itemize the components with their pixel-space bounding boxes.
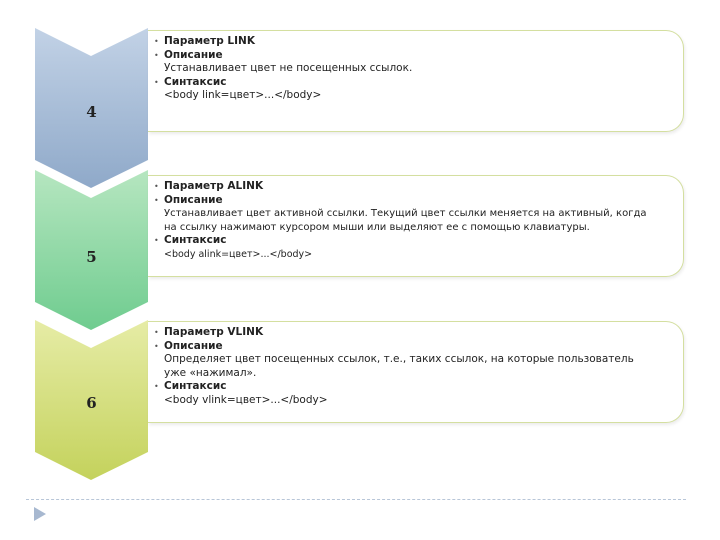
desc-label: Описание	[164, 339, 223, 352]
syntax-label: Синтаксис	[164, 380, 227, 392]
step-card-5	[148, 175, 684, 277]
syntax-label: Синтаксис	[164, 75, 227, 88]
step-chevron-5	[35, 170, 148, 330]
syntax-code: <body vlink=цвет>...</body>	[164, 393, 328, 406]
desc-text: на ссылку нажимают курсором мыши или выделяют ее с помощью клавиатуры.	[164, 221, 590, 233]
step-card-4	[148, 30, 684, 132]
bullet: •	[154, 50, 159, 60]
bullet: •	[154, 195, 159, 205]
desc-text: уже «нажимал».	[164, 366, 257, 379]
param-label: Параметр LINK	[164, 35, 255, 47]
desc-label: Описание	[164, 48, 223, 61]
syntax-label: Синтаксис	[164, 234, 227, 246]
desc-text: Устанавливает цвет не посещенных ссылок.	[164, 62, 413, 74]
step-chevron-4	[35, 28, 148, 188]
footer-divider	[26, 499, 686, 500]
bullet: •	[154, 382, 159, 391]
bullet: •	[154, 341, 159, 351]
triangle-right-icon[interactable]	[33, 506, 47, 522]
param-label: Параметр VLINK	[164, 326, 264, 338]
syntax-code: <body link=цвет>...</body>	[164, 89, 322, 101]
step-chevron-6	[35, 320, 148, 480]
step-number: 6	[86, 394, 97, 412]
param-label: Параметр ALINK	[164, 180, 264, 192]
bullet: •	[154, 328, 159, 337]
step-card-6	[148, 321, 684, 423]
step-number: 4	[86, 103, 97, 121]
desc-text: Устанавливает цвет активной ссылки. Текущий цвет ссылки меняется на активный, когда	[164, 208, 647, 219]
bullet: •	[154, 37, 159, 46]
syntax-code: <body alink=цвет>...</body>	[164, 248, 313, 260]
bullet: •	[154, 182, 159, 191]
desc-text: Определяет цвет посещенных ссылок, т.е., таких ссылок, на которые пользователь	[164, 353, 634, 365]
bullet: •	[154, 236, 159, 245]
step-number: 5	[86, 248, 97, 266]
bullet: •	[154, 77, 159, 87]
desc-label: Описание	[164, 193, 223, 206]
